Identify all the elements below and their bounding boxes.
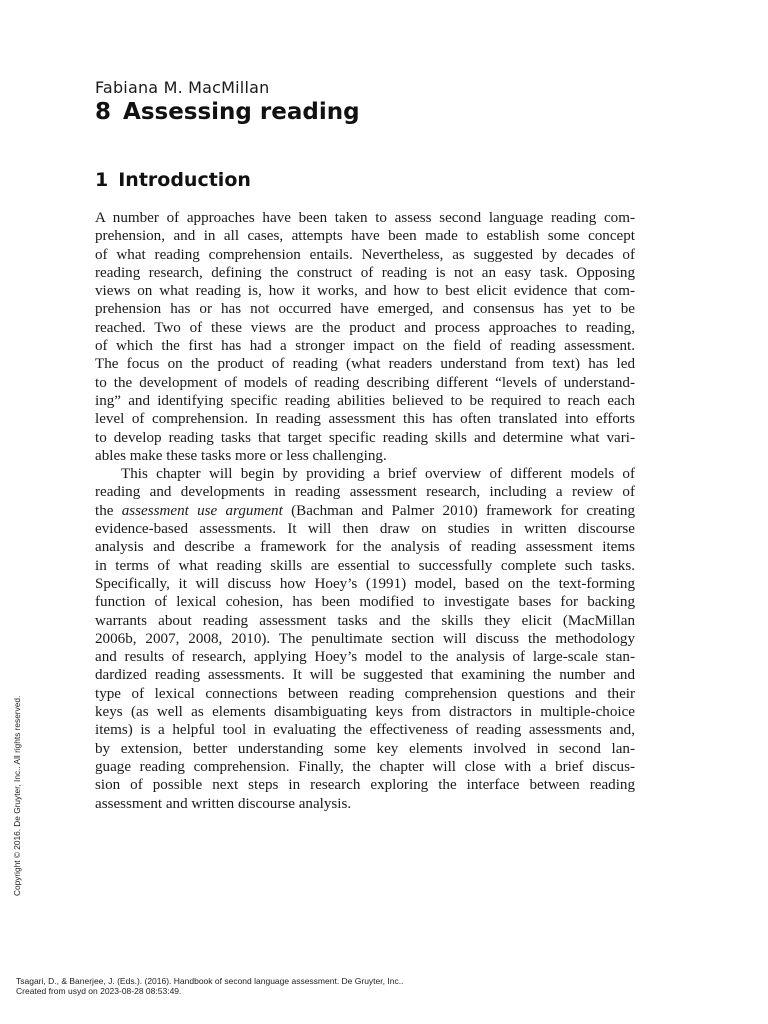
footer-citation: Tsagari, D., & Banerjee, J. (Eds.). (2016). Handbook of second language assessment. De Gruyter, Inc.. — [16, 976, 404, 986]
text-line: Specifically, it will discuss how Hoey’s (1991) model, based on the text-forming — [95, 575, 635, 592]
text-line: type of lexical connections between reading comprehension questions and their — [95, 685, 635, 702]
italic-term: assessment use argument — [121, 502, 283, 519]
side-copyright-notice: Copyright © 2016. De Gruyter, Inc.. All rights reserved. — [12, 695, 22, 896]
text-line: reading research, defining the construct of reading is not an easy task. Opposing — [95, 264, 635, 281]
text-line: guage reading comprehension. Finally, the chapter will close with a brief discus- — [95, 758, 635, 775]
text-line: prehension has or has not occurred have emerged, and consensus has yet to be — [95, 301, 635, 318]
text-fragment: the — [95, 502, 122, 519]
chapter-title — [95, 99, 360, 125]
section-title: Introduction — [118, 169, 251, 191]
text-line: The focus on the product of reading (what readers understand from text) has led — [95, 356, 635, 373]
text-line: to develop reading tasks that target specific reading skills and determine what vari- — [95, 429, 635, 446]
text-line: items) is a helpful tool in evaluating the effectiveness of reading assessments and, — [95, 722, 635, 739]
text-line: ing” and identifying specific reading abilities believed to be required to reach each — [95, 392, 635, 409]
text-line: prehension, and in all cases, attempts have been made to establish some concept — [95, 228, 635, 245]
text-line: assessment and written discourse analysis. — [95, 795, 352, 812]
text-line: views on what reading is, how it works, and how to best elicit evidence that com- — [95, 283, 635, 300]
chapter-number: 8 — [95, 99, 112, 125]
page-footer — [16, 976, 403, 996]
text-line: to the development of models of reading describing different “levels of understand- — [95, 374, 635, 391]
text-line: 2006b, 2007, 2008, 2010). The penultimate section will discuss the methodology — [95, 630, 635, 647]
text-line: evidence-based assessments. It will then draw on studies in written discourse — [95, 521, 635, 538]
chapter-title-text: Assessing reading — [123, 99, 360, 125]
text-line: ables make these tasks more or less challenging. — [95, 447, 387, 464]
paragraph-2 — [95, 465, 635, 813]
text-line: and results of research, applying Hoey’s model to the analysis of large-scale stan- — [95, 649, 635, 666]
text-line: of which the first has had a stronger impact on the field of reading assessment. — [95, 338, 635, 355]
text-line: reached. Two of these views are the product and process approaches to reading, — [95, 319, 635, 336]
text-line: warrants about reading assessment tasks and the skills they elicit (MacMillan — [95, 612, 635, 629]
body-text — [95, 209, 635, 813]
text-line: in terms of what reading skills are essential to successfully complete such tasks. — [95, 557, 635, 574]
text-line: dardized reading assessments. It will be suggested that examining the number and — [95, 667, 635, 684]
text-line: by extension, better understanding some key elements involved in second lan- — [95, 740, 635, 757]
text-line: level of comprehension. In reading assessment this has often translated into efforts — [95, 411, 635, 428]
paragraph-1 — [95, 209, 635, 465]
text-line: reading and developments in reading assessment research, including a review of — [95, 484, 635, 501]
text-line: sion of possible next steps in research exploring the interface between reading — [95, 777, 635, 794]
text-line: of what reading comprehension entails. Nevertheless, as suggested by decades of — [95, 246, 635, 263]
text-line: keys (as well as elements disambiguating keys from distractors in multiple-choice — [95, 704, 635, 721]
section-number: 1 — [95, 169, 109, 191]
footer-created: Created from usyd on 2023-08-28 08:53:49. — [16, 986, 182, 996]
text-line: analysis and describe a framework for the analysis of reading assessment items — [95, 539, 635, 556]
text-line: A number of approaches have been taken to assess second language reading com- — [95, 210, 635, 226]
text-line: function of lexical cohesion, has been modified to investigate bases for backing — [95, 594, 635, 611]
section-heading — [95, 169, 251, 191]
text-line — [95, 502, 635, 520]
text-line: This chapter will begin by providing a brief overview of different models of — [121, 466, 635, 483]
author-name: Fabiana M. MacMillan — [95, 78, 270, 97]
text-fragment: (Bachman and Palmer 2010) framework for creating — [282, 502, 636, 519]
